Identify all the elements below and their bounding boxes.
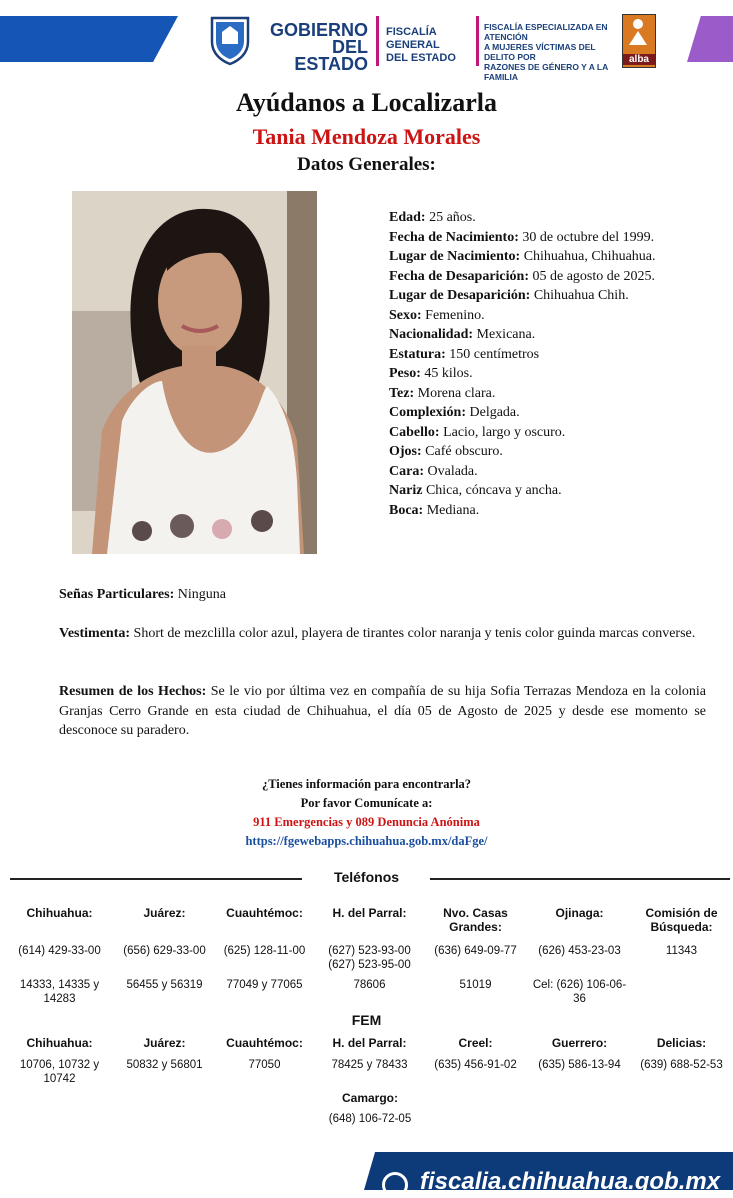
contact-block — [0, 775, 733, 851]
telefonos-header: Comisión de Búsqueda: — [645, 906, 718, 934]
dato-label: Peso: — [389, 366, 421, 381]
fiscalia-especializada-text: FISCALÍA ESPECIALIZADA EN ATENCIÓN A MUJERES VÍCTIMAS DEL DELITO POR RAZONES DE GÉNERO Y A LA FAMILIA — [484, 22, 608, 82]
telefonos-extension: 51019 — [459, 979, 492, 991]
dato-row — [389, 208, 709, 228]
fem-phone: (635) 456-91-02 — [434, 1059, 517, 1071]
fem-title: FEM — [351, 1012, 382, 1028]
dato-label: Ojos: — [389, 444, 422, 459]
fem-header: Creel: — [458, 1036, 493, 1050]
emergency-numbers: 911 Emergencias y 089 Denuncia Anónima — [253, 815, 480, 829]
alba-label: alba — [623, 54, 655, 65]
dato-row — [389, 364, 709, 384]
globe-icon — [382, 1172, 408, 1198]
dato-row — [389, 481, 709, 501]
telefonos-header: Ojinaga: — [555, 906, 604, 920]
telefonos-extension: Cel: (626) 106-06-36 — [532, 979, 627, 1005]
senas-particulares — [59, 585, 706, 605]
contact-question: ¿Tienes información para encontrarla? — [261, 777, 472, 791]
fem-header: Juárez: — [143, 1036, 186, 1050]
dato-value: Chihuahua Chih. — [530, 288, 629, 303]
dato-label: Boca: — [389, 502, 424, 518]
dato-label: Lugar de Nacimiento: — [389, 249, 521, 264]
dato-row — [389, 442, 709, 462]
dato-label: Nariz — [389, 483, 423, 498]
portrait-image — [72, 191, 317, 554]
telefonos-extension: 78606 — [353, 979, 386, 991]
telefonos-extension: 77049 y 77065 — [226, 979, 303, 991]
dato-row — [389, 267, 709, 287]
dato-row — [389, 228, 709, 248]
fem-phone: (639) 688-52-53 — [640, 1059, 723, 1071]
dato-row — [389, 306, 709, 326]
dato-label: Cara: — [389, 463, 424, 479]
fem-header: Cuauhtémoc: — [226, 1036, 303, 1050]
contact-instruction: Por favor Comunícate a: — [300, 796, 433, 810]
fem-phone: 77050 — [248, 1059, 281, 1071]
page-title: Ayúdanos a Localizarla — [236, 88, 497, 117]
dato-value: 05 de agosto de 2025. — [528, 268, 655, 284]
section-subtitle: Datos Generales: — [297, 154, 436, 175]
dato-label: Sexo: — [389, 307, 422, 323]
dato-label: Fecha de Nacimiento: — [389, 229, 519, 245]
dato-value: Café obscuro. — [421, 444, 503, 459]
camargo-phone: (648) 106-72-05 — [328, 1113, 412, 1125]
telefonos-phone: (626) 453-23-03 — [538, 945, 621, 957]
dato-row — [389, 462, 709, 482]
dato-value: 30 de octubre del 1999. — [518, 229, 655, 245]
vestimenta — [59, 624, 706, 644]
dato-value: 25 años. — [425, 210, 476, 225]
dato-row — [389, 247, 709, 267]
dato-label: Lugar de Desaparición: — [389, 288, 531, 303]
dato-value: Lacio, largo y oscuro. — [439, 424, 566, 440]
dato-value: Chihuahua, Chihuahua. — [520, 249, 656, 264]
fem-header: Chihuahua: — [26, 1036, 93, 1050]
dato-row — [389, 403, 709, 423]
dato-label: Cabello: — [389, 424, 440, 440]
resumen-label: Resumen de los Hechos: — [59, 684, 207, 699]
fem-header: Delicias: — [656, 1036, 707, 1050]
resumen-hechos — [59, 682, 706, 741]
dato-value: Mexicana. — [473, 327, 536, 342]
resumen-value: Se le vio por última vez en compañía de su hija Sofia Terrazas Mendoza en la colonia Granjas Cerro Grande en esta ciudad de Chihuahua, el día 05 de Agosto de 2025 y desde ese momento se desconoce su paradero. — [59, 684, 706, 738]
dato-value: Femenino. — [421, 307, 485, 323]
telefonos-phone: (656) 629-33-00 — [123, 945, 206, 957]
telefonos-header: Chihuahua: — [26, 906, 93, 920]
telefonos-phone: (636) 649-09-77 — [434, 945, 517, 957]
senas-value: Ninguna — [174, 587, 226, 602]
telefonos-phone: 11343 — [665, 945, 698, 957]
fem-header: H. del Parral: — [332, 1036, 407, 1050]
telefonos-header: Nvo. Casas Grandes: — [443, 906, 508, 934]
fiscalia-general-text: FISCALÍA GENERAL DEL ESTADO — [386, 26, 456, 64]
fem-header: Guerrero: — [551, 1036, 608, 1050]
dato-row — [389, 501, 709, 521]
footer-website[interactable]: fiscalia.chihuahua.gob.mx — [420, 1168, 721, 1195]
telefonos-extension: 56455 y 56319 — [126, 979, 203, 991]
telefonos-phone: (614) 429-33-00 — [18, 945, 101, 957]
vestimenta-label: Vestimenta: — [59, 626, 131, 641]
senas-label: Señas Particulares: — [59, 587, 175, 602]
fem-phone: 10706, 10732 y 10742 — [19, 1059, 100, 1085]
dato-label: Tez: — [389, 385, 415, 401]
telefonos-extension: 14333, 14335 y 14283 — [19, 979, 100, 1005]
alba-figure-icon — [623, 15, 653, 49]
dato-value: Ovalada. — [424, 463, 478, 479]
fem-phone: (635) 586-13-94 — [538, 1059, 621, 1071]
telefonos-phone: (627) 523-93-00 (627) 523-95-00 — [328, 945, 411, 971]
dato-row — [389, 325, 709, 345]
dato-label: Estatura: — [389, 346, 446, 362]
fem-phone: 50832 y 56801 — [126, 1059, 203, 1071]
dato-value: Delgada. — [466, 405, 520, 420]
dato-label: Edad: — [389, 210, 426, 225]
dato-value: Chica, cóncava y ancha. — [422, 483, 562, 498]
report-url-link[interactable]: https://fgewebapps.chihuahua.gob.mx/daFge/ — [245, 834, 488, 848]
gobierno-logo-text: GOBIERNO DEL ESTADO — [269, 20, 368, 74]
telefonos-phone: (625) 128-11-00 — [223, 945, 306, 957]
dato-value: Morena clara. — [414, 385, 496, 401]
telefonos-header: Cuauhtémoc: — [226, 906, 303, 920]
header-purple-bar — [687, 16, 733, 62]
fem-phone: 78425 y 78433 — [331, 1059, 408, 1071]
telefonos-title: Teléfonos — [333, 869, 400, 885]
dato-row — [389, 345, 709, 365]
header-divider — [476, 16, 479, 66]
dato-row — [389, 423, 709, 443]
dato-label: Nacionalidad: — [389, 327, 474, 342]
header-divider — [376, 16, 379, 66]
camargo-header: Camargo: — [341, 1091, 398, 1105]
state-shield-icon — [208, 14, 252, 66]
dato-row — [389, 286, 709, 306]
dato-value: 150 centímetros — [445, 346, 540, 362]
alba-logo — [622, 14, 656, 68]
dato-value: Mediana. — [423, 502, 480, 518]
dato-label: Complexión: — [389, 405, 466, 420]
person-photo — [72, 191, 317, 554]
header-blue-bar — [0, 16, 178, 62]
telefonos-header: Juárez: — [143, 906, 186, 920]
dato-label: Fecha de Desaparición: — [389, 268, 529, 284]
person-name: Tania Mendoza Morales — [252, 124, 481, 149]
vestimenta-value: Short de mezclilla color azul, playera de tirantes color naranja y tenis color guinda marcas converse. — [130, 626, 696, 641]
datos-generales-list — [389, 208, 709, 520]
dato-row — [389, 384, 709, 404]
dato-value: 45 kilos. — [420, 366, 473, 381]
telefonos-header: H. del Parral: — [332, 906, 407, 920]
